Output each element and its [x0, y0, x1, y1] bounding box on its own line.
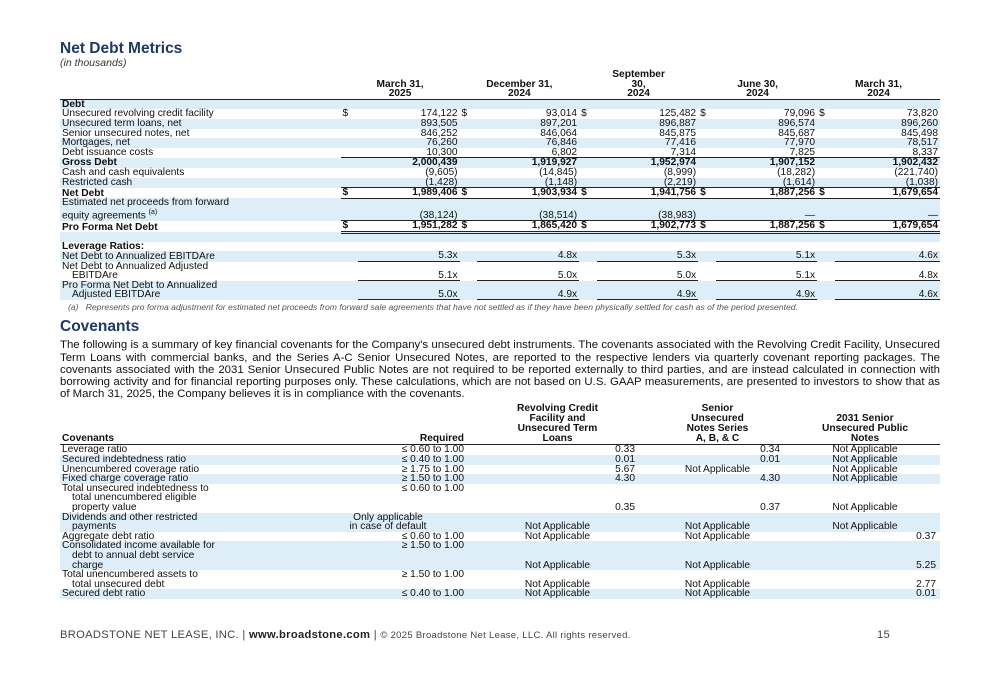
covenants-table	[60, 404, 940, 599]
row-label: Unsecured term loans, net	[60, 119, 341, 129]
covenant-row	[60, 589, 940, 599]
covenants-col-header: Covenants	[60, 404, 310, 445]
revolving-value: 0.01	[470, 455, 645, 465]
row-label: Unsecured revolving credit facility	[62, 108, 214, 120]
currency-symbol	[698, 168, 716, 178]
currency-symbol	[460, 198, 478, 221]
cell-value: 6,802	[477, 148, 579, 158]
cell-value: 2,000,439	[358, 158, 459, 168]
currency-symbol	[579, 198, 597, 221]
cell-value: 5.1x	[716, 262, 817, 281]
currency-symbol	[579, 129, 597, 139]
currency-symbol	[698, 158, 716, 168]
page-number: 15	[876, 629, 890, 641]
covenant-row	[60, 465, 940, 475]
currency-symbol	[817, 148, 835, 158]
currency-symbol	[579, 119, 597, 129]
covenant-row	[60, 541, 940, 570]
revolving-value: 0.33	[615, 444, 635, 456]
currency-symbol: $	[341, 221, 359, 233]
senior-notes-value: Not Applicable	[645, 541, 790, 570]
currency-symbol	[698, 138, 716, 148]
row-label: Pro Forma Net Debt	[62, 221, 158, 233]
currency-symbol: $	[341, 188, 359, 199]
covenant-name: Dividends and other restricted payments	[60, 513, 310, 532]
cell-value: 5.0x	[358, 281, 459, 300]
cell-value: 5.0x	[477, 262, 579, 281]
covenant-required: ≤ 0.60 to 1.00	[401, 530, 464, 542]
table-row	[60, 262, 940, 281]
currency-symbol: $	[817, 188, 835, 199]
covenant-required: ≥ 1.50 to 1.00	[310, 474, 470, 484]
cell-value: 78,517	[835, 138, 940, 148]
cell-value: 893,505	[358, 119, 459, 129]
table-row	[60, 198, 940, 221]
currency-symbol	[460, 168, 478, 178]
covenant-row	[60, 484, 940, 513]
currency-symbol	[817, 138, 835, 148]
cell-value: 896,260	[835, 119, 940, 129]
cell-value: 1,887,256	[716, 188, 817, 199]
covenant-required: ≤ 0.40 to 1.00	[310, 455, 470, 465]
period-col-header: March 31, 2024	[817, 70, 940, 99]
cell-value: 1,951,282	[358, 221, 459, 233]
covenant-row	[60, 445, 940, 455]
currency-symbol: $	[700, 108, 706, 120]
currency-symbol: $	[461, 108, 468, 120]
table-row	[60, 281, 940, 300]
covenant-required: ≤ 0.60 to 1.00	[401, 482, 464, 494]
currency-symbol	[341, 148, 359, 158]
currency-symbol	[698, 119, 716, 129]
cell-value: —	[835, 198, 940, 221]
row-label: Net Debt to Annualized Adjusted EBITDAre	[62, 260, 209, 282]
covenant-name: Total unencumbered assets to total unsecured debt	[62, 569, 198, 590]
page-content	[60, 40, 940, 599]
revolving-value: 4.30	[470, 474, 645, 484]
cell-value: 1,679,654	[835, 188, 940, 199]
covenants-title: Covenants	[60, 318, 140, 336]
cell-value: 76,260	[358, 138, 459, 148]
public-notes-value: Not Applicable	[790, 474, 940, 484]
senior-notes-value: Not Applicable	[645, 513, 790, 532]
covenant-name: Aggregate debt ratio	[62, 530, 155, 542]
senior-notes-col-header: Senior Unsecured Notes Series A, B, & C	[645, 404, 790, 445]
cell-value: 4.6x	[835, 251, 940, 261]
currency-symbol: $	[342, 108, 349, 120]
revolving-value: Not Applicable	[524, 530, 591, 542]
cell-value: 4.9x	[597, 281, 698, 300]
cell-value: 7,314	[597, 148, 698, 158]
covenant-name: Fixed charge coverage ratio	[60, 474, 310, 484]
cell-value: 93,014	[545, 108, 578, 120]
currency-symbol	[460, 148, 478, 158]
cell-value: 5.3x	[597, 251, 698, 261]
covenant-name: Unencumbered coverage ratio	[62, 463, 200, 475]
currency-symbol	[341, 129, 359, 139]
public-notes-value: 5.25	[790, 541, 940, 570]
cell-value: 73,820	[906, 108, 938, 120]
public-notes-value: Not Applicable	[790, 513, 940, 532]
cell-value: 845,687	[778, 127, 816, 139]
cell-value: (9,605)	[425, 166, 458, 178]
senior-notes-value: 0.34	[760, 444, 780, 456]
covenants-paragraph: The following is a summary of key financial covenants for the Company's unsecured debt instruments. The covenants associated with the Revolving Credit Facility, Unsecured Term Loans with commercial banks, and the Series A-C Senior Unsecured Notes, are reported to the respective lenders via quarterly covenant reporting packages. The covenants associated with the 2031 Senior Unsecured Public Notes are not required to be reported externally to third parties, and are instead calculated in connection with borrowing activity and for financial reporting purposes only. These calculations, which are not based on U.S. GAAP measurements, are presented to investors to show that as of March 31, 2025, the Company believes it is in compliance with the covenants.	[60, 339, 940, 401]
senior-notes-value: Not Applicable	[645, 589, 790, 599]
covenant-required: ≤ 0.60 to 1.00	[401, 444, 464, 456]
currency-symbol	[341, 168, 359, 178]
cell-value: 7,825	[716, 148, 817, 158]
row-label: Restricted cash	[60, 178, 341, 188]
senior-notes-value: 0.37	[760, 502, 780, 514]
row-label: Pro Forma Net Debt to Annualized Adjusted EBITDAre	[60, 281, 341, 300]
cell-value: 10,300	[358, 148, 459, 158]
footnote-marker: (a)	[68, 302, 79, 313]
currency-symbol	[817, 119, 835, 129]
cell-value: 5.3x	[358, 251, 459, 261]
table-row	[60, 221, 940, 233]
cell-value: 1,941,756	[597, 188, 698, 199]
revolving-value: 0.35	[615, 502, 635, 514]
period-col-header: December 31, 2024	[460, 70, 580, 99]
covenant-name: Total unsecured indebtedness to total unencumbered eligible property value	[62, 482, 209, 514]
cell-value: (8,999)	[663, 166, 697, 178]
covenant-required: ≥ 1.75 to 1.00	[401, 463, 464, 475]
footnote-ref: (a)	[148, 208, 158, 216]
currency-symbol	[579, 178, 597, 188]
cell-value: 1,902,432	[835, 158, 940, 168]
revolving-value: Not Applicable	[470, 541, 645, 570]
net-debt-metrics-title: Net Debt Metrics	[60, 40, 183, 57]
covenant-name: Consolidated income available for debt to annual debt service charge	[60, 541, 310, 570]
cell-value: 5.0x	[597, 262, 698, 281]
currency-symbol	[460, 119, 478, 129]
currency-symbol	[579, 158, 597, 168]
currency-symbol	[698, 129, 716, 139]
covenant-required: ≤ 0.40 to 1.00	[310, 589, 470, 599]
cell-value: 846,064	[540, 127, 578, 139]
row-label: Estimated net proceeds from forward equity agreements $^{(a)}$	[60, 198, 341, 221]
currency-symbol	[698, 198, 716, 221]
revolving-value: 5.67	[615, 463, 635, 475]
currency-symbol	[698, 148, 716, 158]
revolving-value: Not Applicable	[470, 589, 645, 599]
covenant-row	[60, 570, 940, 589]
currency-symbol: $	[698, 188, 716, 199]
cell-value: (1,614)	[716, 178, 817, 188]
public-notes-value: Not Applicable	[832, 463, 898, 475]
cell-value: 77,416	[597, 138, 698, 148]
currency-symbol: $	[460, 188, 478, 199]
senior-notes-value: Not Applicable	[684, 463, 751, 475]
cell-value: (1,428)	[358, 178, 459, 188]
currency-symbol: $	[579, 188, 597, 199]
cell-value: (1,038)	[835, 178, 940, 188]
row-label: Net Debt to Annualized EBITDAre	[60, 251, 341, 261]
row-label: Mortgages, net	[60, 138, 341, 148]
currency-symbol: $	[698, 221, 716, 233]
currency-symbol	[579, 148, 597, 158]
currency-symbol	[579, 138, 597, 148]
covenant-name: Secured indebtedness ratio	[60, 455, 310, 465]
footer-separator: |	[373, 629, 377, 641]
cell-value: —	[716, 198, 817, 221]
public-notes-col-header: 2031 Senior Unsecured Public Notes	[790, 404, 940, 445]
cell-value: 4.9x	[716, 281, 817, 300]
public-notes-value: Not Applicable	[832, 502, 898, 514]
currency-symbol	[817, 158, 835, 168]
public-notes-value: Not Applicable	[790, 455, 940, 465]
footer-url-link[interactable]: www.broadstone.com	[249, 629, 371, 641]
cell-value: (2,219)	[597, 178, 698, 188]
period-col-header: June 30, 2024	[698, 70, 817, 99]
public-notes-value: Not Applicable	[832, 444, 898, 456]
cell-value: (1,148)	[477, 178, 579, 188]
currency-symbol	[460, 138, 478, 148]
currency-symbol	[817, 198, 835, 221]
cell-value: 845,498	[901, 127, 938, 139]
row-label: Cash and cash equivalents	[62, 166, 185, 178]
cell-value: 5.1x	[716, 251, 817, 261]
cell-value: 1,919,927	[477, 158, 579, 168]
cell-value: 1,887,256	[716, 221, 817, 233]
cell-value: 897,201	[477, 119, 579, 129]
cell-value: 896,574	[716, 119, 817, 129]
cell-value: 1,903,934	[477, 188, 579, 199]
currency-symbol	[341, 138, 359, 148]
covenant-required: ≥ 1.50 to 1.00	[310, 541, 470, 570]
cell-value: 8,337	[835, 148, 940, 158]
row-label: Senior unsecured notes, net	[62, 127, 190, 139]
covenant-name: Secured debt ratio	[60, 589, 310, 599]
cell-value: 1,907,152	[716, 158, 817, 168]
period-col-header: March 31, 2025	[341, 70, 460, 99]
covenants-header-row	[60, 404, 940, 445]
cell-value: 77,970	[716, 138, 817, 148]
currency-symbol: $	[579, 221, 597, 233]
section-label: Debt	[60, 99, 341, 109]
table-header-row	[60, 70, 940, 99]
currency-symbol	[460, 129, 478, 139]
currency-symbol	[341, 119, 359, 129]
cell-value: (221,740)	[894, 166, 938, 178]
senior-notes-value: Not Applicable	[684, 578, 751, 590]
cell-value: 125,482	[659, 108, 697, 120]
cell-value: (38,514)	[477, 198, 579, 221]
covenant-required: Only applicable in case of default	[310, 513, 470, 532]
spacer-row	[60, 232, 940, 242]
footer-copyright: © 2025 Broadstone Net Lease, LLC. All rights reserved.	[380, 630, 631, 641]
cell-value: 4.8x	[835, 262, 940, 281]
currency-symbol: $	[819, 108, 825, 120]
footer-separator: |	[242, 629, 246, 641]
footer-company: BROADSTONE NET LEASE, INC.	[60, 629, 239, 641]
required-col-header: Required	[310, 404, 470, 445]
cell-value: (38,124)	[358, 198, 459, 221]
units-subtitle: (in thousands)	[60, 57, 127, 69]
cell-value: 4.9x	[477, 281, 579, 300]
currency-symbol: $	[581, 108, 587, 120]
currency-symbol	[698, 178, 716, 188]
row-label: Net Debt	[62, 187, 104, 199]
public-notes-value: 2.77	[916, 578, 936, 590]
cell-value: 1,865,420	[477, 221, 579, 233]
covenant-required: ≥ 1.50 to 1.00	[401, 569, 464, 581]
cell-value: 1,952,974	[597, 158, 698, 168]
net-debt-table	[60, 70, 940, 300]
currency-symbol	[341, 158, 359, 168]
page-footer	[60, 629, 890, 641]
footnote	[60, 302, 952, 312]
table-row	[60, 148, 940, 158]
currency-symbol	[817, 178, 835, 188]
cell-value: 1,902,773	[597, 221, 698, 233]
cell-value: (38,983)	[597, 198, 698, 221]
currency-symbol	[579, 168, 597, 178]
revolving-col-header: Revolving Credit Facility and Unsecured Term Loans	[470, 404, 645, 445]
currency-symbol	[460, 178, 478, 188]
period-col-header: September 30, 2024	[579, 70, 698, 99]
revolving-value: Not Applicable	[470, 513, 645, 532]
covenant-name: Leverage ratio	[62, 444, 128, 456]
cell-value: 79,096	[783, 108, 816, 120]
cell-value: (14,845)	[539, 166, 578, 178]
row-label: Gross Debt	[60, 158, 341, 168]
cell-value: 1,989,406	[358, 188, 459, 199]
currency-symbol: $	[817, 221, 835, 233]
public-notes-value: 0.01	[790, 589, 940, 599]
senior-notes-value: 4.30	[645, 474, 790, 484]
cell-value: 5.1x	[358, 262, 459, 281]
currency-symbol: $	[460, 221, 478, 233]
section-label: Leverage Ratios:	[62, 240, 145, 252]
senior-notes-value: Not Applicable	[684, 530, 751, 542]
currency-symbol	[341, 178, 359, 188]
cell-value: 4.6x	[835, 281, 940, 300]
currency-symbol	[341, 198, 359, 221]
currency-symbol	[817, 168, 835, 178]
cell-value: 174,122	[420, 108, 458, 120]
currency-symbol	[817, 129, 835, 139]
footnote-text: Represents pro forma adjustment for estimated net proceeds from forward sale agreements that have not settled as if they have been physically settled for cash as of the period presented.	[85, 302, 798, 313]
cell-value: 4.8x	[477, 251, 579, 261]
cell-value: (18,282)	[777, 166, 816, 178]
senior-notes-value: 0.01	[645, 455, 790, 465]
currency-symbol	[460, 158, 478, 168]
row-label: Debt issuance costs	[62, 147, 154, 159]
cell-value: 1,679,654	[835, 221, 940, 233]
covenant-row	[60, 513, 940, 532]
cell-value: 846,252	[420, 127, 458, 139]
table-row	[60, 178, 940, 188]
revolving-value: Not Applicable	[524, 578, 591, 590]
cell-value: 896,887	[597, 119, 698, 129]
cell-value: 845,875	[659, 127, 697, 139]
public-notes-value: 0.37	[916, 530, 936, 542]
cell-value: 76,846	[477, 138, 579, 148]
